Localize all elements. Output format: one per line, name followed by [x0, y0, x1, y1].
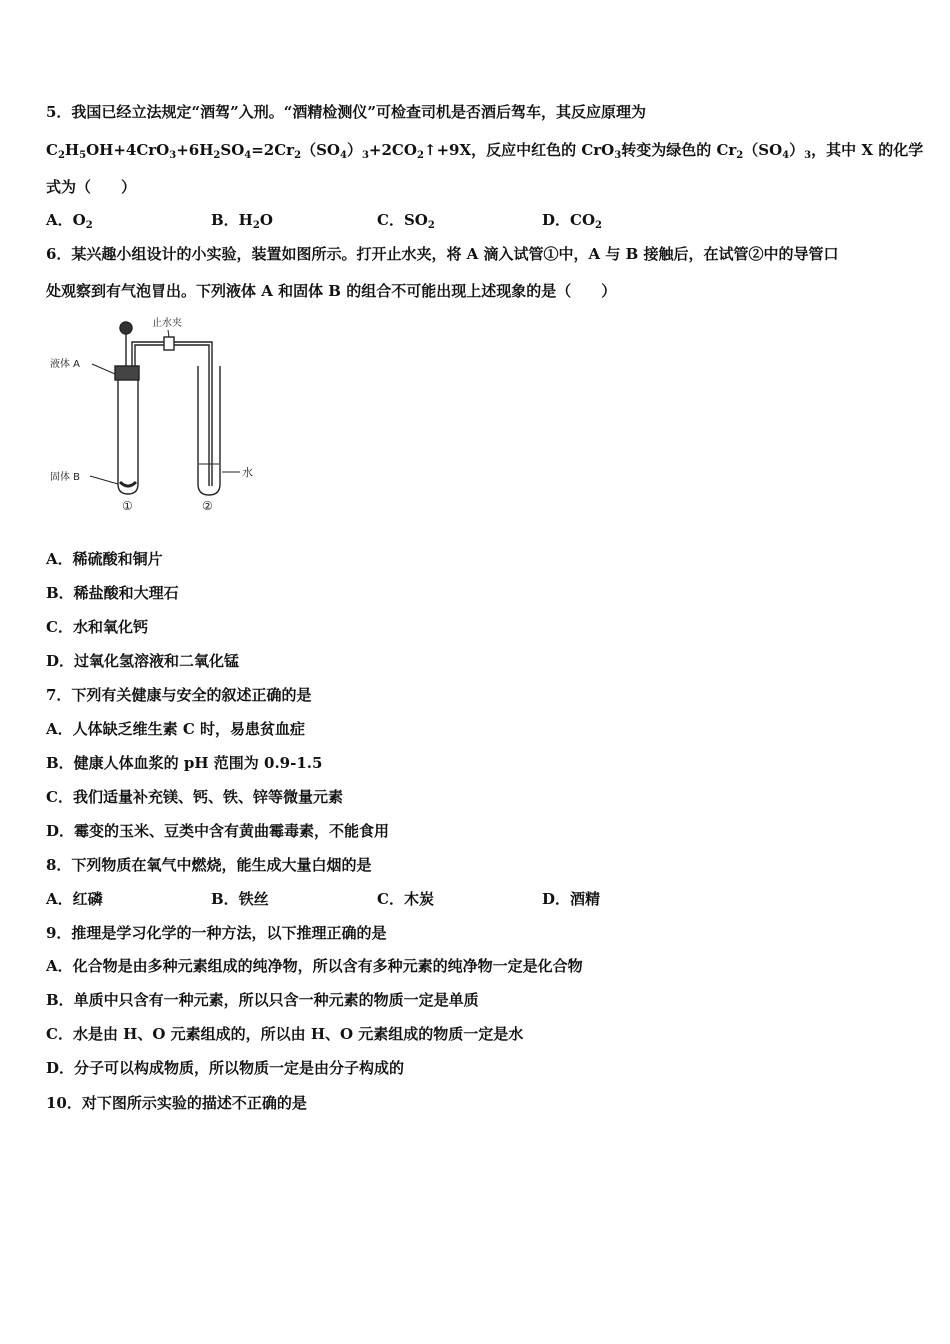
q5-option-a: A．$O_2$ — [46, 211, 93, 231]
q5-stem-line1: 5．我国已经立法规定“酒驾”入刑。“酒精检测仪”可检查司机是否酒后驾车，其反应原理为 — [46, 103, 646, 121]
q7-stem: 7．下列有关健康与安全的叙述正确的是 — [46, 686, 312, 704]
q7-option-b: B．健康人体血浆的 pH 范围为 0.9-1.5 — [46, 754, 323, 772]
q8-options — [46, 888, 766, 910]
q5-equation-line: $C_2H_5OH+4CrO_3+6H_2SO_4=2Cr_2(SO_4)_3+2CO_2↑+9X$，反应中红色的 CrO$_3$转变为绿色的 $Cr_2(SO_4)_3$，其中 X 的化学 — [46, 141, 924, 161]
q7-option-d: D．霉变的玉米、豆类中含有黄曲霉毒素，不能食用 — [46, 822, 390, 840]
q8-option-d: D．酒精 — [542, 890, 601, 908]
q6-apparatus-figure — [46, 314, 276, 514]
q8-option-a: A．红磷 — [46, 890, 103, 908]
q6-option-c: C．水和氧化钙 — [46, 618, 148, 636]
pointer-liquid — [92, 364, 115, 374]
solid-b-mark — [120, 482, 136, 486]
q8-option-c: C．木炭 — [377, 890, 434, 908]
test-tube-1 — [118, 380, 138, 494]
water-clamp — [164, 337, 174, 350]
q7-option-c: C．我们适量补充镁、钙、铁、锌等微量元素 — [46, 788, 343, 806]
q7-option-a: A．人体缺乏维生素 C 时，易患贫血症 — [46, 720, 306, 738]
dropper-bulb — [120, 322, 132, 334]
label-solid-b: 固体 B — [50, 472, 81, 483]
label-water: 水 — [242, 466, 253, 479]
pointer-clamp — [168, 330, 169, 337]
q6-option-d: D．过氧化氢溶液和二氧化锰 — [46, 652, 240, 670]
q9-option-d: D．分子可以构成物质，所以物质一定是由分子构成的 — [46, 1059, 405, 1077]
q9-option-c: C．水是由 H、O 元素组成的，所以由 H、O 元素组成的物质一定是水 — [46, 1025, 524, 1043]
q6-stem-line2: 处观察到有气泡冒出。下列液体 A 和固体 B 的组合不可能出现上述现象的是（ ） — [46, 282, 617, 300]
q9-option-a: A．化合物是由多种元素组成的纯净物，所以含有多种元素的纯净物一定是化合物 — [46, 957, 583, 975]
q8-stem: 8．下列物质在氧气中燃烧，能生成大量白烟的是 — [46, 856, 372, 874]
q6-stem-line1: 6．某兴趣小组设计的小实验，装置如图所示。打开止水夹，将 A 滴入试管①中，A 与 B 接触后，在试管②中的导管口 — [46, 245, 839, 263]
q5-option-b: B．$H_2O$ — [211, 211, 273, 231]
label-liquid-a: 液体 A — [50, 359, 81, 370]
q5-option-d: D．$CO_2$ — [542, 211, 602, 231]
q5-options — [46, 209, 766, 231]
q6-option-a: A．稀硫酸和铜片 — [46, 550, 163, 568]
q5-option-c: C．$SO_2$ — [377, 211, 435, 231]
tube1-stopper — [115, 366, 139, 380]
q6-option-b: B．稀盐酸和大理石 — [46, 584, 179, 602]
q5-stem-line3: 式为（ ） — [46, 178, 137, 196]
q8-option-b: B．铁丝 — [211, 890, 269, 908]
q10-stem: 10．对下图所示实验的描述不正确的是 — [46, 1094, 307, 1112]
pointer-solid — [90, 476, 118, 484]
q9-option-b: B．单质中只含有一种元素，所以只含一种元素的物质一定是单质 — [46, 991, 479, 1009]
label-clamp: 止水夹 — [152, 318, 182, 329]
label-tube-1: ① — [122, 499, 133, 513]
label-tube-2: ② — [202, 499, 213, 513]
q9-stem: 9．推理是学习化学的一种方法，以下推理正确的是 — [46, 924, 387, 942]
